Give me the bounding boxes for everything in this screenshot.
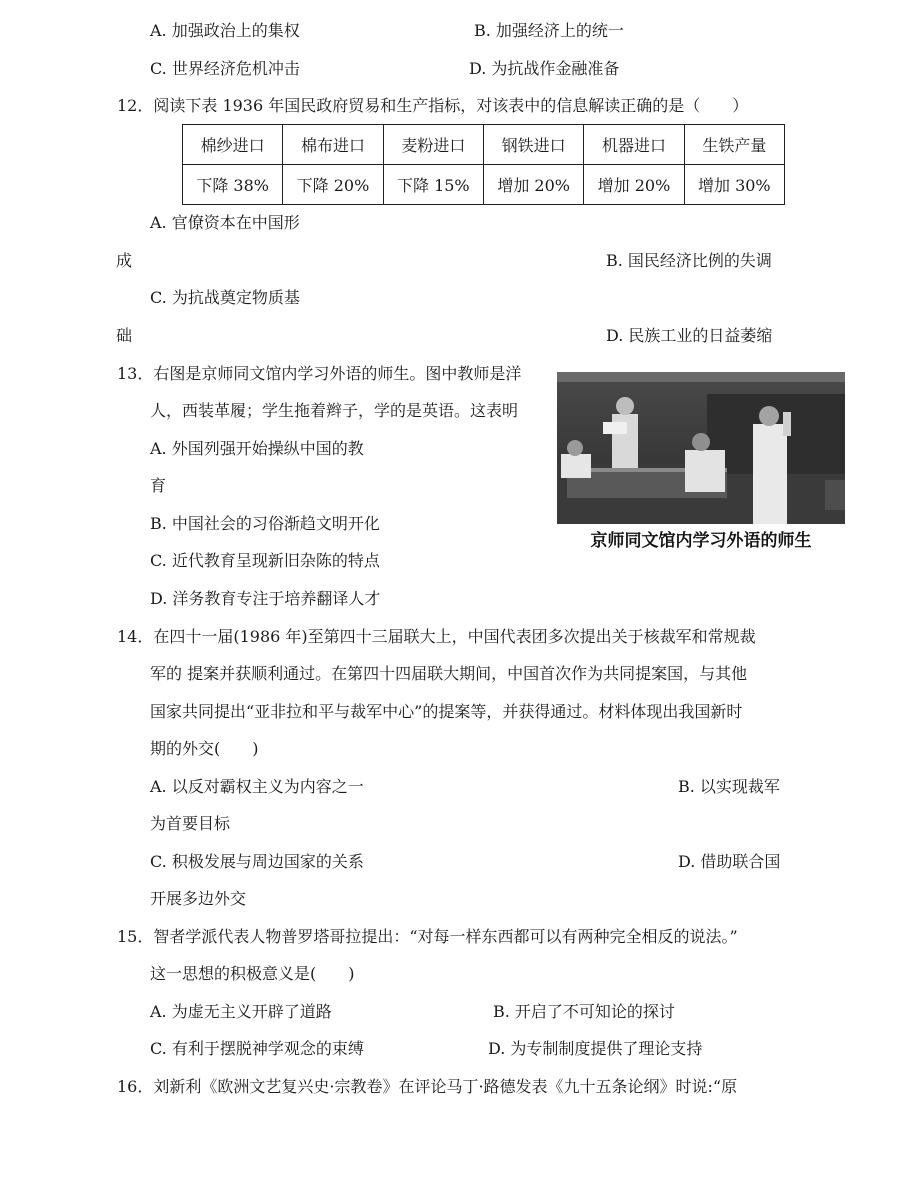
q12-option-c-line2: 础 [116,326,133,345]
q15-option-d: D. 为专制制度提供了理论支持 [488,1039,703,1058]
q11-option-c: C. 世界经济危机冲击 [150,59,300,78]
q11-option-d: D. 为抗战作金融准备 [469,59,620,78]
q12-option-c-line1: C. 为抗战奠定物质基 [150,288,300,307]
table-header-cell: 棉布进口 [283,125,383,165]
q15-option-a: A. 为虚无主义开辟了道路 [150,1002,332,1021]
q14-option-a: A. 以反对霸权主义为内容之一 [150,777,364,796]
q14-stem-line2: 军的 提案并获顺利通过。在第四十四届联大期间，中国首次作为共同提案国，与其他 [150,664,748,683]
table-cell: 下降 15% [383,165,483,205]
q14-option-c: C. 积极发展与周边国家的关系 [150,852,364,871]
table-cell: 下降 20% [283,165,383,205]
classroom-photo-illustration [557,372,845,524]
table-cell: 下降 38% [183,165,283,205]
table-header-cell: 棉纱进口 [183,125,283,165]
q12-option-b: B. 国民经济比例的失调 [606,251,772,270]
q13-option-a-line1: A. 外国列强开始操纵中国的教 [150,439,364,458]
table-header-row [183,125,785,165]
table-cell: 增加 20% [584,165,684,205]
q15-stem-line1: 15．智者学派代表人物普罗塔哥拉提出：“对每一样东西都可以有两种完全相反的说法。” [117,927,738,946]
q11-option-a: A. 加强政治上的集权 [150,21,300,40]
q13-option-b: B. 中国社会的习俗渐趋文明开化 [150,514,380,533]
q12-indicator-table [182,124,785,205]
table-header-cell: 机器进口 [584,125,684,165]
table-row [183,165,785,205]
q12-option-a-line2: 成 [116,251,133,270]
table-header-cell: 钢铁进口 [483,125,583,165]
q15-stem-line2: 这一思想的积极意义是( ) [150,964,355,983]
q13-stem-line2: 人，西装革履；学生拖着辫子，学的是英语。这表明 [150,401,519,420]
q14-option-d-line1: D. 借助联合国 [678,852,781,871]
q12-stem: 12．阅读下表 1936 年国民政府贸易和生产指标，对该表中的信息解读正确的是（ ） [117,96,749,115]
q14-option-b-line1: B. 以实现裁军 [678,777,780,796]
table-cell: 增加 20% [483,165,583,205]
q13-stem-line1: 13．右图是京师同文馆内学习外语的师生。图中教师是洋 [117,364,522,383]
q16-stem-line1: 16．刘新利《欧洲文艺复兴史·宗教卷》在评论马丁·路德发表《九十五条论纲》时说:“原 [117,1077,738,1096]
q15-option-c: C. 有利于摆脱神学观念的束缚 [150,1039,364,1058]
q14-stem-line3: 国家共同提出“亚非拉和平与裁军中心”的提案等，并获得通过。材料体现出我国新时 [150,702,743,721]
table-header-cell: 生铁产量 [684,125,784,165]
table-header-cell: 麦粉进口 [383,125,483,165]
q12-option-a-line1: A. 官僚资本在中国形 [150,213,300,232]
classroom-photo [557,372,845,547]
q12-option-d: D. 民族工业的日益萎缩 [606,326,773,345]
q15-option-b: B. 开启了不可知论的探讨 [493,1002,675,1021]
q14-option-d-line2: 开展多边外交 [150,889,247,908]
q13-option-a-line2: 育 [150,476,167,495]
q13-option-c: C. 近代教育呈现新旧杂陈的特点 [150,551,380,570]
q14-option-b-line2: 为首要目标 [150,814,231,833]
q14-stem-line4: 期的外交( ) [150,739,259,758]
q11-option-b: B. 加强经济上的统一 [474,21,624,40]
photo-caption: 京师同文馆内学习外语的师生 [590,531,812,551]
q14-stem-line1: 14．在四十一届(1986 年)至第四十三届联大上，中国代表团多次提出关于核裁军和常规裁 [117,627,756,646]
table-cell: 增加 30% [684,165,784,205]
q13-option-d: D. 洋务教育专注于培养翻译人才 [150,589,381,608]
